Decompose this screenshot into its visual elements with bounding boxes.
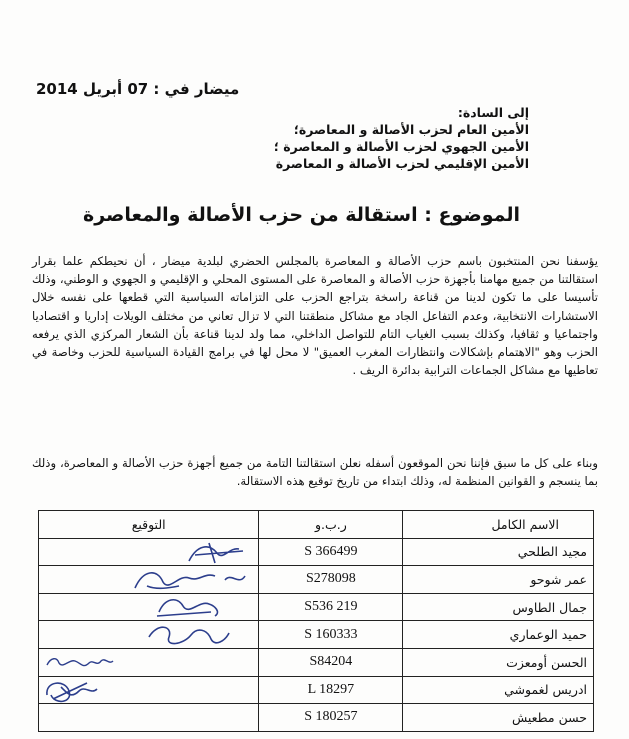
letter-subject: الموضوع : استقالة من حزب الأصالة والمعاصرة [83, 204, 520, 226]
signature-cell [39, 704, 259, 732]
table-row [39, 704, 594, 732]
signatures-table [38, 510, 594, 732]
member-name: حسن مطعيش [403, 704, 594, 732]
table-row [39, 566, 594, 594]
member-name: الحسن أومعزت [403, 648, 594, 676]
handwritten-signature-icon [39, 594, 265, 621]
member-id: S278098 [259, 566, 403, 594]
handwritten-signature-icon [39, 677, 265, 704]
member-id: L 18297 [259, 676, 403, 704]
recipient-regional-secretary: الأمين الجهوي لحزب الأصالة و المعاصرة ؛ [273, 139, 529, 154]
recipients-block [99, 104, 529, 172]
signature-cell [39, 566, 259, 594]
table-row [39, 621, 594, 649]
table-row [39, 676, 594, 704]
member-name: مجيد الطلحي [403, 538, 594, 566]
recipient-secretary-general: الأمين العام لحزب الأصالة و المعاصرة؛ [293, 122, 529, 137]
signature-cell [39, 676, 259, 704]
handwritten-signature-icon [39, 649, 265, 676]
signature-cell [39, 648, 259, 676]
recipients-greeting: إلى السادة: [457, 105, 529, 120]
member-name: عمر شوحو [403, 566, 594, 594]
recipient-provincial-secretary: الأمين الإقليمي لحزب الأصالة و المعاصرة [275, 156, 529, 171]
handwritten-signature-icon [39, 566, 265, 593]
member-id: S 180257 [259, 704, 403, 732]
member-name: ادريس لغموشي [403, 676, 594, 704]
member-id: S 366499 [259, 538, 403, 566]
letter-body: يؤسفنا نحن المنتخبون باسم حزب الأصالة و المعاصرة بالمجلس الحضري لبلدية ميضار ، أن نحيطكم علما بقرار استقالتنا من جميع مهامنا بأجهزة حزب الأصالة و المعاصرة على المستوى المحلي و الإقليمي و الجهوي و الوطني، وذلك تأسيسا على ما تكون لدينا من قناعة راسخة بتراجع الحزب على التزاماته السياسية التي قطعها على نفسه خلال الاستشارات الانتخابية، وعدم التفاعل الجاد مع مشاكل منطقتنا التي لا تزال تعاني من مختلف الويلات إداريا و اقتصاديا واجتماعيا و ثقافيا، وكذلك بسبب الغياب التام للتواصل الداخلي، مما ولد لدينا قناعة بأن الشعار المركزي الذي يرفعه الحزب وهو "الاهتمام بإشكالات وانتظارات المغرب العميق" لا محل لها في برامج القيادة السياسية للحزب وخاصة في تعاطيها مع مشاكل الجماعات الترابية بدائرة الريف . [32, 254, 598, 378]
table-row [39, 648, 594, 676]
handwritten-signature-icon [39, 621, 265, 648]
member-id: S84204 [259, 648, 403, 676]
member-name: جمال الطاوس [403, 593, 594, 621]
signature-cell [39, 538, 259, 566]
header-signature: التوقيع [39, 511, 259, 539]
table-header-row [39, 511, 594, 539]
member-id: S536 219 [259, 593, 403, 621]
header-full-name: الاسم الكامل [403, 511, 594, 539]
table-row [39, 538, 594, 566]
letter-closing: وبناء على كل ما سبق فإننا نحن الموقعون أسفله نعلن استقالتنا التامة من جميع أجهزة حزب الأصالة و المعاصرة، وذلك بما ينسجم و القوانين المنظمة له، وذلك ابتداء من تاريخ توقيع هذه الاستقالة. [32, 456, 598, 489]
signature-cell [39, 621, 259, 649]
header-id-number: ر.ب.و [259, 511, 403, 539]
handwritten-signature-icon [39, 539, 265, 566]
place-date: ميضار في : 07 أبريل 2014 [36, 80, 240, 98]
table-row [39, 593, 594, 621]
member-id: S 160333 [259, 621, 403, 649]
signature-cell [39, 593, 259, 621]
member-name: حميد الوعماري [403, 621, 594, 649]
